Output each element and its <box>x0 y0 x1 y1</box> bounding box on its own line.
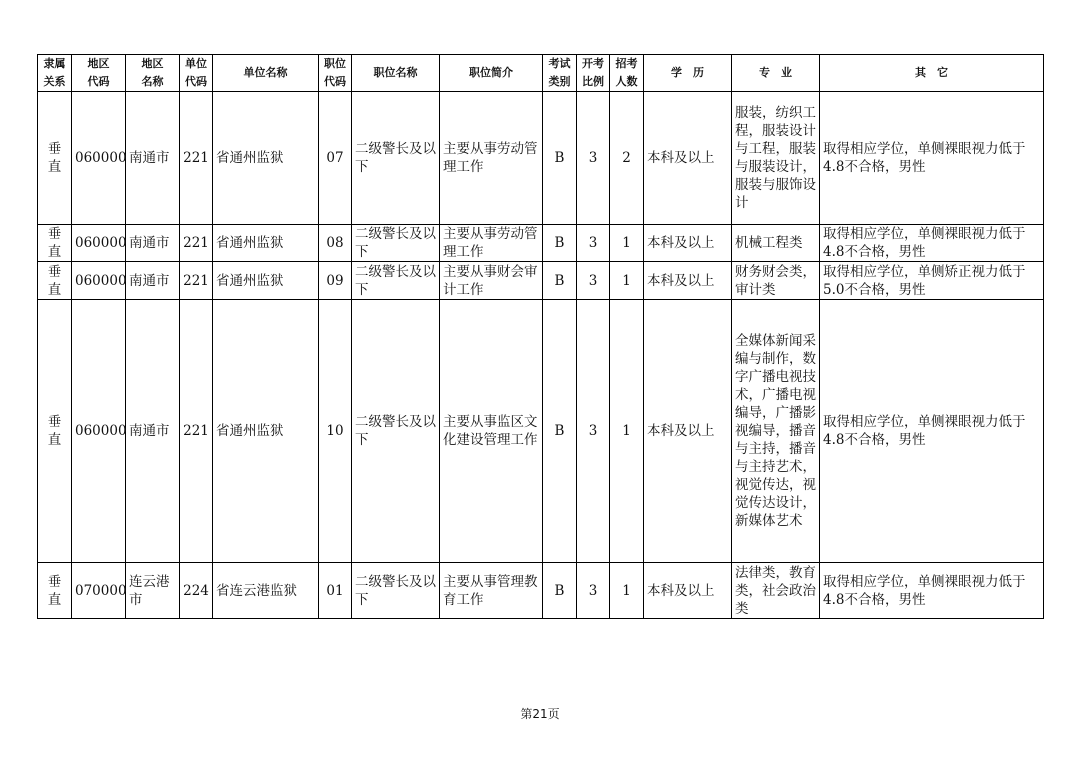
header-other: 其 它 <box>820 55 1044 92</box>
cell-position-code: 08 <box>319 225 352 262</box>
header-region-code: 地区代码 <box>72 55 126 92</box>
cell-region-code: 060000 <box>72 300 126 563</box>
cell-region-name: 南通市 <box>126 300 180 563</box>
cell-other: 取得相应学位，单侧裸眼视力低于4.8不合格，男性 <box>820 225 1044 262</box>
table-row <box>38 300 1044 563</box>
cell-unit-name: 省通州监狱 <box>213 300 319 563</box>
cell-headcount: 1 <box>610 262 644 300</box>
cell-position-code: 01 <box>319 563 352 619</box>
cell-position-desc: 主要从事管理教育工作 <box>440 563 543 619</box>
cell-position-code: 10 <box>319 300 352 563</box>
cell-unit-code: 221 <box>180 300 213 563</box>
header-position-code: 职位代码 <box>319 55 352 92</box>
cell-major: 全媒体新闻采编与制作，数字广播电视技术，广播电视编导，广播影视编导，播音与主持，播音与主持艺术，视觉传达，视觉传达设计，新媒体艺术 <box>732 300 820 563</box>
cell-unit-name: 省连云港监狱 <box>213 563 319 619</box>
table-row <box>38 563 1044 619</box>
page-number: 第21页 <box>520 707 560 721</box>
cell-ratio: 3 <box>577 92 610 225</box>
cell-position-desc: 主要从事财会审计工作 <box>440 262 543 300</box>
header-region-name: 地区名称 <box>126 55 180 92</box>
cell-education: 本科及以上 <box>644 262 732 300</box>
cell-education: 本科及以上 <box>644 300 732 563</box>
cell-position-name: 二级警长及以下 <box>352 563 440 619</box>
header-exam-type: 考试类别 <box>543 55 577 92</box>
cell-education: 本科及以上 <box>644 225 732 262</box>
cell-unit-code: 224 <box>180 563 213 619</box>
cell-major: 财务财会类，审计类 <box>732 262 820 300</box>
cell-region-name: 南通市 <box>126 225 180 262</box>
header-ratio: 开考比例 <box>577 55 610 92</box>
cell-region-code: 060000 <box>72 225 126 262</box>
cell-unit-code: 221 <box>180 262 213 300</box>
cell-region-name: 连云港市 <box>126 563 180 619</box>
cell-region-code: 060000 <box>72 92 126 225</box>
cell-other: 取得相应学位，单侧裸眼视力低于4.8不合格，男性 <box>820 563 1044 619</box>
cell-exam-type: B <box>543 92 577 225</box>
cell-region-name: 南通市 <box>126 262 180 300</box>
positions-table <box>37 54 1044 619</box>
cell-position-name: 二级警长及以下 <box>352 225 440 262</box>
cell-position-code: 09 <box>319 262 352 300</box>
cell-region-code: 070000 <box>72 563 126 619</box>
table-row <box>38 225 1044 262</box>
cell-relation: 垂直 <box>38 92 72 225</box>
cell-position-name: 二级警长及以下 <box>352 262 440 300</box>
cell-unit-name: 省通州监狱 <box>213 92 319 225</box>
cell-position-name: 二级警长及以下 <box>352 300 440 563</box>
cell-headcount: 2 <box>610 92 644 225</box>
cell-position-code: 07 <box>319 92 352 225</box>
cell-education: 本科及以上 <box>644 563 732 619</box>
cell-headcount: 1 <box>610 225 644 262</box>
cell-exam-type: B <box>543 563 577 619</box>
cell-position-desc: 主要从事劳动管理工作 <box>440 225 543 262</box>
table-row <box>38 262 1044 300</box>
cell-major: 机械工程类 <box>732 225 820 262</box>
cell-exam-type: B <box>543 300 577 563</box>
header-row <box>38 55 1044 92</box>
cell-relation: 垂直 <box>38 225 72 262</box>
cell-other: 取得相应学位，单侧矫正视力低于5.0不合格，男性 <box>820 262 1044 300</box>
cell-other: 取得相应学位，单侧裸眼视力低于4.8不合格，男性 <box>820 300 1044 563</box>
table-row <box>38 92 1044 225</box>
cell-exam-type: B <box>543 262 577 300</box>
header-position-name: 职位名称 <box>352 55 440 92</box>
cell-relation: 垂直 <box>38 300 72 563</box>
cell-position-desc: 主要从事监区文化建设管理工作 <box>440 300 543 563</box>
header-relation: 隶属关系 <box>38 55 72 92</box>
cell-relation: 垂直 <box>38 563 72 619</box>
cell-education: 本科及以上 <box>644 92 732 225</box>
cell-headcount: 1 <box>610 300 644 563</box>
cell-major: 服装，纺织工程，服装设计与工程，服装与服装设计，服装与服饰设计 <box>732 92 820 225</box>
cell-region-code: 060000 <box>72 262 126 300</box>
header-major: 专 业 <box>732 55 820 92</box>
cell-headcount: 1 <box>610 563 644 619</box>
header-position-desc: 职位简介 <box>440 55 543 92</box>
cell-exam-type: B <box>543 225 577 262</box>
cell-other: 取得相应学位，单侧裸眼视力低于4.8不合格，男性 <box>820 92 1044 225</box>
cell-unit-code: 221 <box>180 225 213 262</box>
cell-position-desc: 主要从事劳动管理工作 <box>440 92 543 225</box>
cell-ratio: 3 <box>577 225 610 262</box>
header-unit-name: 单位名称 <box>213 55 319 92</box>
cell-ratio: 3 <box>577 563 610 619</box>
cell-unit-name: 省通州监狱 <box>213 225 319 262</box>
cell-ratio: 3 <box>577 262 610 300</box>
header-unit-code: 单位代码 <box>180 55 213 92</box>
cell-major: 法律类，教育类，社会政治类 <box>732 563 820 619</box>
header-headcount: 招考人数 <box>610 55 644 92</box>
cell-ratio: 3 <box>577 300 610 563</box>
header-education: 学 历 <box>644 55 732 92</box>
cell-region-name: 南通市 <box>126 92 180 225</box>
cell-unit-name: 省通州监狱 <box>213 262 319 300</box>
cell-unit-code: 221 <box>180 92 213 225</box>
cell-relation: 垂直 <box>38 262 72 300</box>
cell-position-name: 二级警长及以下 <box>352 92 440 225</box>
